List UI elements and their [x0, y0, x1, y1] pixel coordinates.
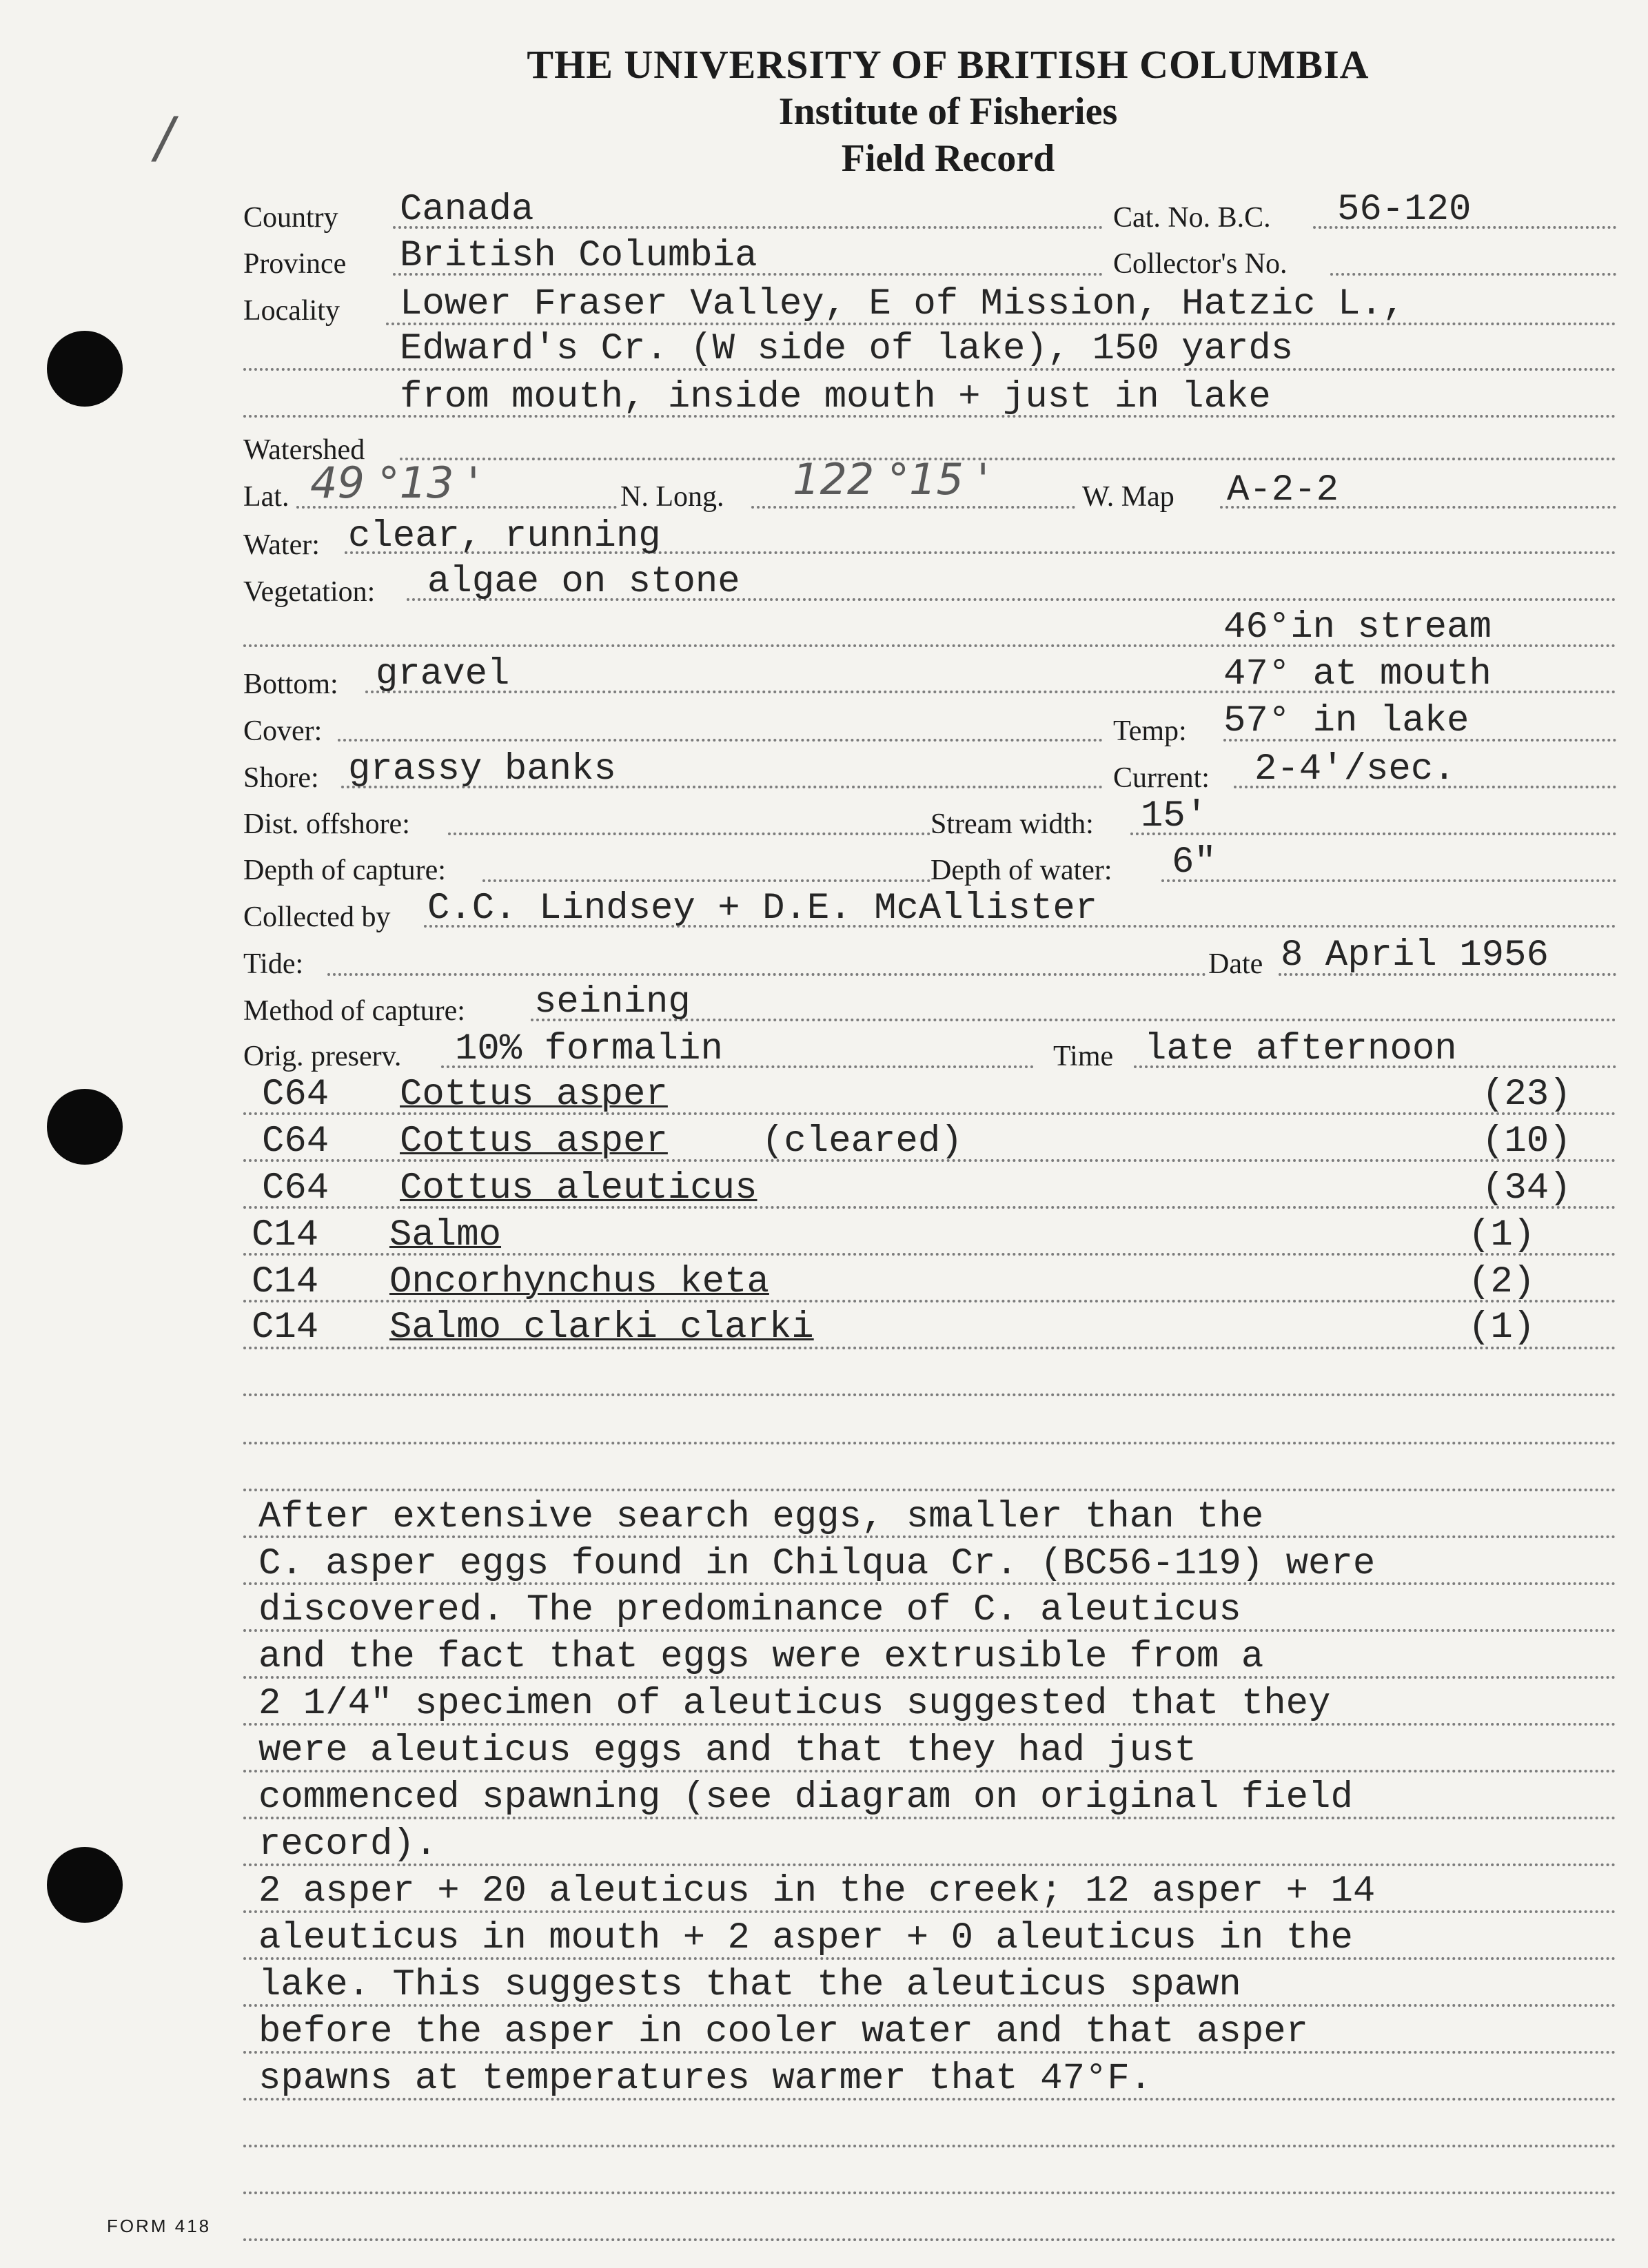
specimen-count: (34): [1482, 1167, 1571, 1209]
empty-line: [243, 1442, 1616, 1444]
punch-hole-bottom: [47, 1847, 123, 1923]
value-orig-preserv: 10% formalin: [455, 1028, 723, 1070]
line-depth-water: [1161, 879, 1616, 882]
value-stream-width: 15': [1141, 795, 1208, 837]
line-cover: [338, 739, 1103, 742]
value-temp-mouth: 47° at mouth: [1223, 653, 1492, 695]
specimen-count: (1): [1468, 1214, 1536, 1256]
check-mark: /: [155, 105, 174, 170]
label-vegetation: Vegetation:: [243, 576, 376, 608]
value-long: 122 °15 ': [793, 454, 989, 504]
label-tide: Tide:: [243, 948, 304, 980]
empty-line: [243, 1393, 1616, 1396]
notes-text: and the fact that eggs were extrusible from a: [258, 1636, 1264, 1678]
line-watershed: [400, 458, 1616, 460]
label-country: Country: [243, 202, 338, 234]
specimen-name: Cottus asper: [400, 1121, 668, 1163]
label-locality: Locality: [243, 295, 340, 327]
notes-text: lake. This suggests that the aleuticus spawn: [258, 1964, 1241, 2006]
label-dist-offshore: Dist. offshore:: [243, 808, 410, 840]
specimen-name: Cottus asper: [400, 1074, 668, 1116]
header-university: THE UNIVERSITY OF BRITISH COLUMBIA: [527, 42, 1370, 87]
label-bottom: Bottom:: [243, 668, 338, 700]
label-n-long: N. Long.: [620, 481, 724, 513]
notes-text: commenced spawning (see diagram on original field: [258, 1777, 1353, 1819]
form-number: FORM 418: [107, 2216, 212, 2236]
label-collected-by: Collected by: [243, 901, 391, 933]
specimen-extra: (cleared): [762, 1121, 963, 1163]
label-collector-no: Collector's No.: [1113, 248, 1288, 280]
value-locality-1: Lower Fraser Valley, E of Mission, Hatzic L.,: [400, 283, 1405, 325]
line-long: [751, 506, 1075, 509]
value-map: A-2-2: [1227, 469, 1339, 511]
value-temp-lake: 57° in lake: [1223, 700, 1469, 742]
notes-text: discovered. The predominance of C. aleuticus: [258, 1589, 1241, 1631]
value-time: late afternoon: [1144, 1028, 1457, 1070]
label-time: Time: [1053, 1041, 1114, 1072]
empty-line: [243, 1489, 1616, 1491]
label-shore: Shore:: [243, 762, 319, 794]
notes-text: before the asper in cooler water and that asper: [258, 2011, 1309, 2053]
label-orig-preserv: Orig. preserv.: [243, 1041, 402, 1072]
line-collector-no: [1330, 273, 1616, 276]
line-depth-capture: [482, 879, 930, 882]
value-water: clear, running: [348, 515, 661, 558]
line-method: [531, 1019, 1616, 1021]
value-cat-no: 56-120: [1337, 189, 1472, 231]
label-province: Province: [243, 248, 347, 280]
label-cat-no: Cat. No. B.C.: [1113, 202, 1271, 234]
notes-text: C. asper eggs found in Chilqua Cr. (BC56-119) were: [258, 1543, 1376, 1585]
label-w-map: W. Map: [1082, 481, 1174, 513]
line-tide: [327, 973, 1206, 976]
empty-line: [243, 2238, 1616, 2241]
label-watershed: Watershed: [243, 434, 365, 466]
value-lat: 49 °13 ': [310, 458, 480, 508]
label-lat: Lat.: [243, 481, 289, 513]
specimen-name: Salmo: [389, 1214, 502, 1256]
label-depth-water: Depth of water:: [930, 855, 1112, 886]
label-temp: Temp:: [1113, 715, 1187, 747]
specimen-code: C14: [252, 1261, 319, 1303]
specimen-name: Oncorhynchus keta: [389, 1261, 769, 1303]
label-cover: Cover:: [243, 715, 323, 747]
label-date: Date: [1208, 948, 1263, 980]
value-current: 2-4'/sec.: [1254, 748, 1456, 790]
value-collected-by: C.C. Lindsey + D.E. McAllister: [427, 888, 1098, 930]
label-method: Method of capture:: [243, 995, 465, 1027]
specimen-code: C64: [262, 1121, 329, 1163]
value-date: 8 April 1956: [1281, 934, 1549, 977]
value-temp-stream: 46°in stream: [1223, 606, 1492, 648]
value-shore: grassy banks: [348, 748, 616, 790]
value-method: seining: [534, 981, 691, 1023]
specimen-code: C14: [252, 1214, 319, 1256]
label-current: Current:: [1113, 762, 1210, 794]
header-record: Field Record: [841, 137, 1055, 180]
value-bottom: gravel: [376, 653, 510, 695]
value-depth-water: 6": [1172, 841, 1217, 883]
punch-hole-top: [47, 331, 123, 407]
value-locality-3: from mouth, inside mouth + just in lake: [400, 376, 1271, 418]
specimen-count: (23): [1482, 1074, 1571, 1116]
value-vegetation: algae on stone: [427, 561, 740, 603]
specimen-code: C14: [252, 1307, 319, 1349]
line-dist-offshore: [448, 832, 930, 835]
specimen-count: (1): [1468, 1307, 1536, 1349]
punch-hole-middle: [47, 1089, 123, 1165]
notes-text: 2 asper + 20 aleuticus in the creek; 12 asper + 14: [258, 1870, 1376, 1912]
specimen-name: Salmo clarki clarki: [389, 1307, 814, 1349]
value-locality-2: Edward's Cr. (W side of lake), 150 yards: [400, 328, 1294, 370]
empty-line: [243, 2145, 1616, 2147]
notes-text: were aleuticus eggs and that they had just: [258, 1730, 1197, 1772]
specimen-count: (10): [1482, 1121, 1571, 1163]
label-depth-capture: Depth of capture:: [243, 855, 446, 886]
value-country: Canada: [400, 189, 534, 231]
specimen-code: C64: [262, 1074, 329, 1116]
header-institute: Institute of Fisheries: [778, 90, 1118, 133]
value-province: British Columbia: [400, 235, 757, 277]
notes-text: record).: [258, 1823, 438, 1866]
specimen-name: Cottus aleuticus: [400, 1167, 757, 1209]
label-stream-width: Stream width:: [930, 808, 1094, 840]
specimen-code: C64: [262, 1167, 329, 1209]
notes-text: aleuticus in mouth + 2 asper + 0 aleuticus in the: [258, 1917, 1353, 1959]
notes-line: [243, 1863, 1616, 1866]
label-water: Water:: [243, 529, 320, 561]
empty-line: [243, 2192, 1616, 2194]
notes-text: 2 1/4" specimen of aleuticus suggested that they: [258, 1683, 1331, 1725]
notes-text: spawns at temperatures warmer that 47°F.: [258, 2058, 1152, 2100]
notes-text: After extensive search eggs, smaller than the: [258, 1496, 1264, 1538]
specimen-count: (2): [1468, 1261, 1536, 1303]
